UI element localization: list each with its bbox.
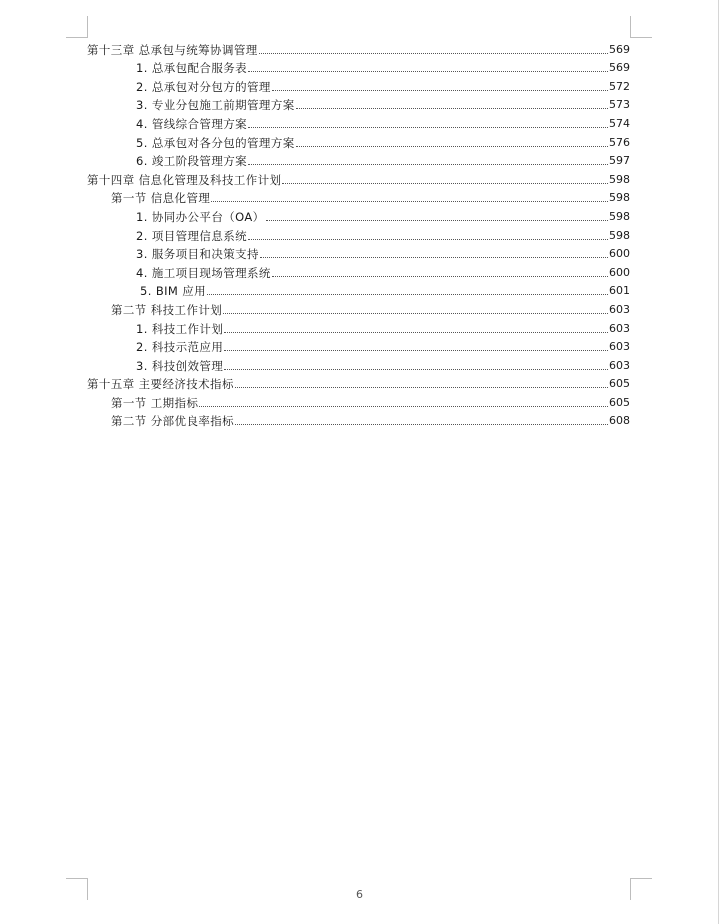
toc-dot-leader [296, 146, 608, 147]
toc-dot-leader [272, 90, 608, 91]
toc-entry[interactable] [87, 150, 630, 169]
toc-entry-page: 605 [609, 377, 630, 391]
toc-entry[interactable] [87, 373, 630, 392]
toc-entry-title: 1. 协同办公平台（OA） [136, 209, 265, 224]
toc-entry-page: 603 [609, 321, 630, 335]
toc-dot-leader [224, 332, 608, 333]
toc-entry-title: 5. BIM 应用 [140, 284, 207, 299]
toc-entry[interactable] [87, 38, 630, 57]
toc-dot-leader [224, 369, 608, 370]
toc-entry[interactable] [87, 205, 630, 224]
toc-entry[interactable] [87, 131, 630, 150]
toc-entry-page: 598 [609, 209, 630, 223]
table-of-contents [87, 38, 630, 428]
toc-entry-page: 605 [609, 395, 630, 409]
toc-entry-page: 597 [609, 154, 630, 168]
toc-entry[interactable] [87, 336, 630, 355]
toc-entry-page: 569 [609, 42, 630, 56]
toc-dot-leader [248, 239, 608, 240]
toc-entry[interactable] [87, 168, 630, 187]
toc-entry[interactable] [87, 391, 630, 410]
toc-dot-leader [282, 183, 608, 184]
toc-entry-page: 572 [609, 79, 630, 93]
toc-dot-leader [266, 220, 608, 221]
toc-entry-title: 2. 总承包对分包方的管理 [136, 79, 271, 94]
toc-entry[interactable] [87, 354, 630, 373]
toc-entry-page: 603 [609, 358, 630, 372]
toc-entry-title: 第十四章 信息化管理及科技工作计划 [87, 172, 282, 187]
toc-dot-leader [272, 276, 608, 277]
toc-entry-title: 2. 项目管理信息系统 [136, 228, 248, 243]
toc-entry[interactable] [87, 57, 630, 76]
toc-dot-leader [248, 164, 608, 165]
toc-entry-page: 573 [609, 98, 630, 112]
toc-entry-title: 3. 服务项目和决策支持 [136, 247, 259, 262]
toc-dot-leader [296, 108, 608, 109]
toc-dot-leader [260, 257, 608, 258]
toc-entry[interactable] [87, 94, 630, 113]
toc-dot-leader [248, 127, 608, 128]
toc-entry-title: 1. 科技工作计划 [136, 321, 224, 336]
toc-entry-title: 3. 专业分包施工前期管理方案 [136, 98, 295, 113]
toc-dot-leader [235, 387, 608, 388]
toc-dot-leader [248, 71, 608, 72]
toc-entry-title: 2. 科技示范应用 [136, 340, 224, 355]
toc-entry[interactable] [87, 112, 630, 131]
toc-entry-page: 576 [609, 135, 630, 149]
toc-dot-leader [223, 313, 608, 314]
toc-dot-leader [199, 406, 608, 407]
toc-entry-page: 598 [609, 172, 630, 186]
toc-entry-page: 600 [609, 265, 630, 279]
toc-entry[interactable] [87, 410, 630, 429]
toc-dot-leader [224, 350, 608, 351]
toc-entry[interactable] [87, 75, 630, 94]
toc-entry-title: 第二节 科技工作计划 [111, 302, 223, 317]
toc-entry-page: 600 [609, 247, 630, 261]
toc-entry-title: 3. 科技创效管理 [136, 358, 224, 373]
toc-entry-title: 第一节 工期指标 [111, 395, 199, 410]
toc-entry[interactable] [87, 224, 630, 243]
toc-dot-leader [235, 424, 608, 425]
toc-dot-leader [259, 53, 608, 54]
toc-entry-title: 1. 总承包配合服务表 [136, 61, 248, 76]
toc-entry-title: 5. 总承包对各分包的管理方案 [136, 135, 295, 150]
toc-entry-title: 6. 竣工阶段管理方案 [136, 154, 248, 169]
toc-entry-page: 608 [609, 414, 630, 428]
toc-entry-title: 4. 管线综合管理方案 [136, 116, 248, 131]
toc-entry[interactable] [87, 187, 630, 206]
toc-entry-page: 598 [609, 191, 630, 205]
page-number: 6 [356, 888, 363, 901]
toc-entry[interactable] [87, 261, 630, 280]
toc-entry-page: 601 [609, 284, 630, 298]
toc-entry-page: 603 [609, 340, 630, 354]
crop-mark-top-right [630, 16, 652, 38]
toc-entry-page: 598 [609, 228, 630, 242]
toc-dot-leader [207, 294, 608, 295]
toc-entry-title: 第二节 分部优良率指标 [111, 414, 235, 429]
toc-entry-title: 4. 施工项目现场管理系统 [136, 265, 271, 280]
toc-dot-leader [211, 201, 608, 202]
crop-mark-top-left [66, 16, 88, 38]
toc-entry[interactable] [87, 298, 630, 317]
toc-entry-page: 603 [609, 302, 630, 316]
toc-entry-page: 574 [609, 116, 630, 130]
toc-entry-page: 569 [609, 61, 630, 75]
toc-entry-title: 第十五章 主要经济技术指标 [87, 377, 234, 392]
toc-entry[interactable] [87, 317, 630, 336]
toc-entry-title: 第一节 信息化管理 [111, 191, 211, 206]
toc-entry[interactable] [87, 243, 630, 262]
toc-entry[interactable] [87, 280, 630, 299]
toc-entry-title: 第十三章 总承包与统筹协调管理 [87, 42, 258, 57]
